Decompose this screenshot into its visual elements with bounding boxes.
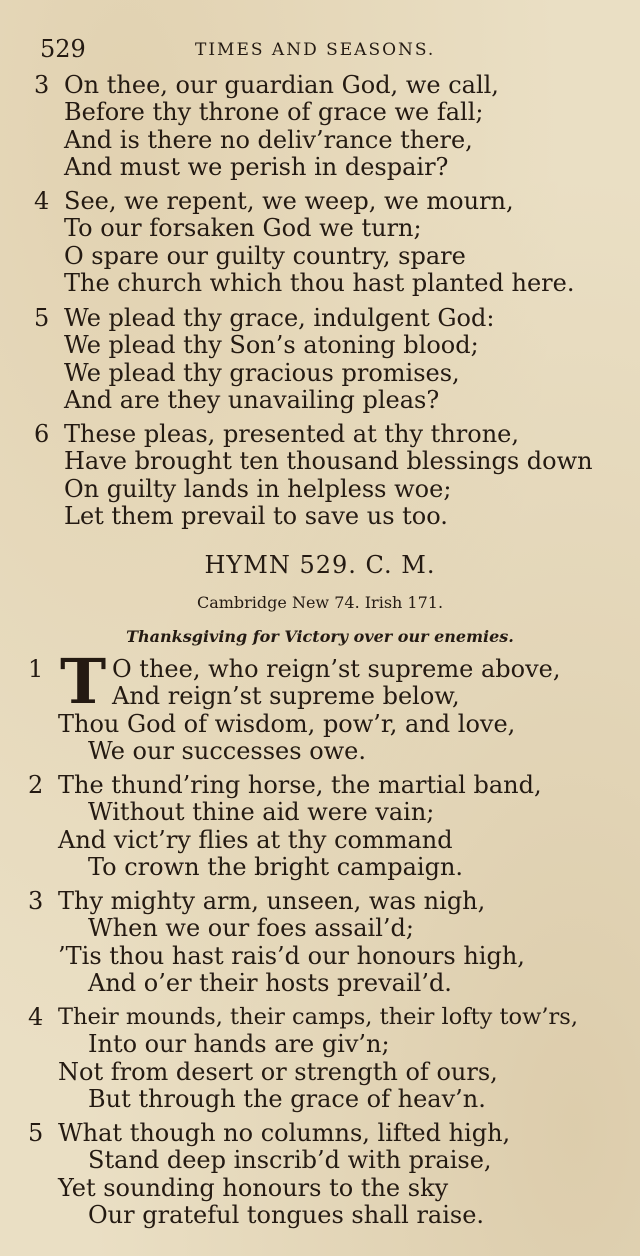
verse-line: Thy mighty arm, unseen, was nigh, [58, 887, 486, 915]
verse-line: Without thine aid were vain; [88, 798, 435, 827]
stanza-6 [34, 421, 624, 530]
verse-line: And reign’st supreme below, [112, 682, 460, 711]
stanza-number: 4 [28, 1003, 44, 1031]
verse-line: Into our hands are giv’n; [88, 1030, 390, 1059]
verse-line: Have brought ten thousand blessings down [64, 447, 593, 476]
stanza-number: 2 [28, 771, 44, 799]
stanza-1 [28, 656, 628, 765]
verse-line: Let them prevail to save us too. [64, 501, 448, 530]
stanza-3 [28, 888, 628, 997]
stanza-5 [34, 305, 624, 414]
stanza-2 [28, 772, 628, 881]
drop-cap: T [60, 645, 107, 718]
verse-line: Thou God of wisdom, pow’r, and love, [58, 709, 516, 738]
verse-line: O spare our guilty country, spare [64, 241, 466, 270]
verse-line: Stand deep inscrib’d with praise, [88, 1146, 492, 1175]
verse-line: And vict’ry flies at thy command [58, 825, 453, 854]
stanza-number: 1 [28, 655, 44, 683]
stanza-number: 4 [34, 187, 50, 215]
stanza-number: 3 [34, 71, 50, 99]
verse-line: Yet sounding honours to the sky [58, 1173, 449, 1202]
verse-line: To our forsaken God we turn; [64, 214, 422, 243]
verse-line: See, we repent, we weep, we mourn, [64, 187, 514, 215]
verse-line: On thee, our guardian God, we call, [64, 71, 499, 99]
verse-line: These pleas, presented at thy throne, [64, 420, 519, 448]
page-number: 529 [40, 35, 86, 63]
running-title: TIMES AND SEASONS. [195, 40, 436, 60]
stanza-4 [28, 1004, 628, 1113]
page-header [40, 34, 480, 64]
stanza-4 [34, 188, 624, 297]
verse-line: But through the grace of heav’n. [88, 1084, 486, 1113]
verse-line: ’Tis thou hast rais’d our honours high, [58, 941, 525, 970]
stanza-number: 3 [28, 887, 44, 915]
verse-line: On guilty lands in helpless woe; [64, 474, 452, 503]
verse-line: To crown the bright campaign. [88, 852, 464, 881]
stanza-number: 5 [34, 304, 50, 332]
verse-line: What though no columns, lifted high, [58, 1119, 511, 1147]
verse-line: And are they unavailing pleas? [64, 385, 440, 414]
verse-line: O thee, who reign’st supreme above, [112, 655, 561, 683]
verse-line: We plead thy Son’s atoning blood; [64, 331, 479, 360]
verse-line: And is there no deliv’rance there, [64, 125, 473, 154]
verse-line: Before thy throne of grace we fall; [64, 98, 484, 127]
verse-line: We our successes owe. [88, 736, 367, 765]
verse-line: Their mounds, their camps, their lofty tow’rs, [58, 1004, 578, 1030]
verse-line: We plead thy gracious promises, [64, 358, 460, 387]
verse-line: And must we perish in despair? [64, 152, 449, 181]
stanza-number: 5 [28, 1119, 44, 1147]
verse-line: And o’er their hosts prevail’d. [88, 968, 452, 997]
tune-references: Cambridge New 74. Irish 171. [196, 593, 444, 612]
verse-line: When we our foes assail’d; [88, 914, 414, 943]
verse-line: The church which thou hast planted here. [64, 268, 575, 297]
stanza-number: 6 [34, 420, 50, 448]
hymn-title: HYMN 529. C. M. [204, 551, 436, 579]
stanza-3 [34, 72, 624, 181]
verse-line: We plead thy grace, indulgent God: [64, 304, 495, 332]
verse-line: Our grateful tongues shall raise. [88, 1200, 485, 1229]
verse-line: The thund’ring horse, the martial band, [58, 771, 542, 799]
verse-line: Not from desert or strength of ours, [58, 1057, 498, 1086]
hymn-subject: Thanksgiving for Victory over our enemies. [126, 627, 514, 646]
stanza-5 [28, 1120, 628, 1229]
